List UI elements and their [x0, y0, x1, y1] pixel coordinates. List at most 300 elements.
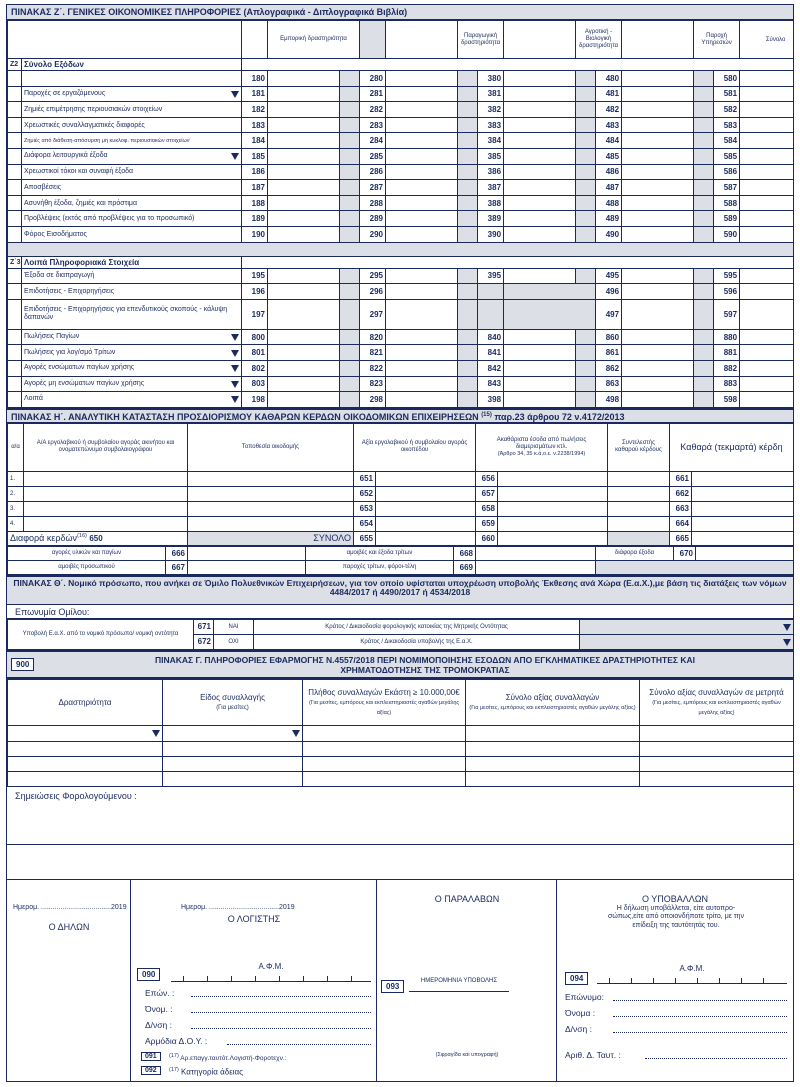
- row-label-text: Φόρος Εισοδήματος: [24, 230, 87, 238]
- field-280[interactable]: [386, 71, 458, 87]
- code-881: 881: [714, 345, 740, 361]
- code-659: 659: [476, 516, 498, 531]
- col-contract-desc: Α/Α εργολαβικού ή συμβολαίου αγοράς ακινήτου και ονοματεπώνυμο συμβολαιογράφου: [24, 423, 188, 471]
- total-field[interactable]: [466, 741, 640, 756]
- field-390[interactable]: [504, 226, 576, 242]
- submitter-address-label: Δ/νση :: [565, 1024, 592, 1034]
- license-number-label: [169, 1053, 286, 1062]
- table-g-row: [8, 725, 794, 741]
- parent-state-select[interactable]: [580, 619, 794, 634]
- accountant-address-field[interactable]: [191, 1028, 371, 1029]
- field-659[interactable]: [498, 516, 608, 531]
- field-800[interactable]: [268, 329, 340, 345]
- field-880[interactable]: [740, 329, 794, 345]
- field-480[interactable]: [622, 71, 694, 87]
- submitter-afm-field[interactable]: [597, 974, 787, 984]
- code-821: 821: [360, 345, 386, 361]
- code-590: 590: [714, 226, 740, 242]
- section-header-row: [8, 256, 795, 268]
- table-t: [7, 619, 794, 650]
- row-label: [22, 211, 242, 227]
- field-664[interactable]: [692, 516, 794, 531]
- field-183[interactable]: [268, 117, 340, 133]
- code-802: 802: [242, 360, 268, 376]
- code-385: 385: [478, 148, 504, 164]
- field-663[interactable]: [692, 501, 794, 516]
- submitter-id-field[interactable]: [645, 1058, 787, 1059]
- field-288[interactable]: [386, 195, 458, 211]
- accountant-label: Ο ΛΟΓΙΣΤΗΣ: [227, 914, 281, 924]
- code-390: 390: [478, 226, 504, 242]
- code-388: 388: [478, 195, 504, 211]
- field-483[interactable]: [622, 117, 694, 133]
- code-860: 860: [596, 329, 622, 345]
- chevron-down-icon[interactable]: [231, 334, 239, 341]
- code-654: 654: [354, 516, 376, 531]
- field-398[interactable]: [504, 392, 576, 408]
- field-489[interactable]: [622, 211, 694, 227]
- table-g-row: [8, 771, 794, 786]
- field-186[interactable]: [268, 164, 340, 180]
- field-584[interactable]: [740, 133, 794, 149]
- filing-state-select[interactable]: [580, 634, 794, 649]
- field-582[interactable]: [740, 102, 794, 118]
- location-field[interactable]: [188, 486, 354, 501]
- code-880: 880: [714, 329, 740, 345]
- field-382[interactable]: [504, 102, 576, 118]
- coefficient-field[interactable]: [608, 516, 670, 531]
- col-total-value-sub: (Για μεσίτες, εμπόρους και εκπλειστηριαστές αγαθών μεγάλης αξίας): [469, 705, 636, 712]
- code-800: 800: [242, 329, 268, 345]
- field-861[interactable]: [622, 345, 694, 361]
- cash-field[interactable]: [640, 725, 794, 741]
- code-595: 595: [714, 268, 740, 284]
- field-821[interactable]: [386, 345, 458, 361]
- field-490[interactable]: [622, 226, 694, 242]
- field-488[interactable]: [622, 195, 694, 211]
- code-380: 380: [478, 71, 504, 87]
- col-cash-value-text: Σύνολο αξίας συναλλαγών σε μετρητά: [649, 688, 784, 698]
- field-195[interactable]: [268, 268, 340, 284]
- col-header-production: Παραγωγική δραστηριότητα: [458, 21, 504, 59]
- table-h-sup: (15): [481, 411, 492, 418]
- code-489: 489: [596, 211, 622, 227]
- chevron-down-icon[interactable]: [231, 91, 239, 98]
- field-384[interactable]: [504, 133, 576, 149]
- code-823: 823: [360, 376, 386, 392]
- label-materials: αγορές υλικών και παγίων: [8, 546, 166, 560]
- code-283: 283: [360, 117, 386, 133]
- transaction-type-select[interactable]: [163, 725, 303, 741]
- field-386[interactable]: [504, 164, 576, 180]
- field-670[interactable]: [696, 546, 795, 560]
- code-490: 490: [596, 226, 622, 242]
- signature-area: [7, 879, 793, 1082]
- table-g: [7, 679, 794, 787]
- code-820: 820: [360, 329, 386, 345]
- col-activity: Δραστηριότητα: [8, 679, 163, 725]
- field-284[interactable]: [386, 133, 458, 149]
- chevron-down-icon[interactable]: [783, 639, 791, 646]
- code-841: 841: [478, 345, 504, 361]
- submitter-address-field[interactable]: [613, 1032, 787, 1033]
- label-staff-fees: αμοιβές προσωπικού: [8, 560, 166, 574]
- table-h: [7, 423, 794, 546]
- code-487: 487: [596, 180, 622, 196]
- code-181: 181: [242, 86, 268, 102]
- field-395[interactable]: [504, 268, 576, 284]
- taxpayer-notes[interactable]: [7, 787, 793, 845]
- chevron-down-icon[interactable]: [292, 730, 300, 737]
- row-label-text: Αγορές ενσώματων παγίων χρήσης: [24, 364, 135, 372]
- field-286[interactable]: [386, 164, 458, 180]
- field-581[interactable]: [740, 86, 794, 102]
- field-668[interactable]: [476, 546, 596, 560]
- field-385[interactable]: [504, 148, 576, 164]
- field-389[interactable]: [504, 211, 576, 227]
- location-field[interactable]: [188, 516, 354, 531]
- field-486[interactable]: [622, 164, 694, 180]
- code-196: 196: [242, 284, 268, 300]
- field-595[interactable]: [740, 268, 794, 284]
- row-label-text: Ζημιές επιμέτρησης περιουσιακών στοιχείων: [24, 105, 163, 113]
- contract-field[interactable]: [24, 501, 188, 516]
- table-row: [8, 86, 795, 102]
- submission-date-field[interactable]: [409, 991, 509, 992]
- col-total-value-text: Σύνολο αξίας συναλλαγών: [505, 692, 600, 702]
- code-495: 495: [596, 268, 622, 284]
- activity-field[interactable]: [8, 771, 163, 786]
- field-653[interactable]: [376, 501, 476, 516]
- field-188[interactable]: [268, 195, 340, 211]
- spacer-row: [8, 242, 795, 256]
- code-584: 584: [714, 133, 740, 149]
- license-category-label: [169, 1067, 243, 1077]
- field-820[interactable]: [386, 329, 458, 345]
- field-657[interactable]: [498, 486, 608, 501]
- chevron-down-icon[interactable]: [231, 153, 239, 160]
- field-298[interactable]: [386, 392, 458, 408]
- col-header-total: Σύνολο: [740, 21, 794, 59]
- field-651[interactable]: [376, 471, 476, 486]
- field-823[interactable]: [386, 376, 458, 392]
- field-197[interactable]: [268, 299, 340, 329]
- row-label-text: Πωλήσεις Παγίων: [24, 333, 80, 341]
- field-482[interactable]: [622, 102, 694, 118]
- coefficient-field[interactable]: [608, 471, 670, 486]
- total-field[interactable]: [466, 756, 640, 771]
- sup-091: (17): [169, 1053, 179, 1059]
- code-582: 582: [714, 102, 740, 118]
- field-883[interactable]: [740, 376, 794, 392]
- field-662[interactable]: [692, 486, 794, 501]
- table-z-title: ΠΙΝΑΚΑΣ Ζ΄. ΓΕΝΙΚΕΣ ΟΙΚΟΝΟΜΙΚΕΣ ΠΛΗΡΟΦΟΡΙΕΣ (Απλογραφικά - Διπλογραφικά Βιβλία): [7, 5, 793, 20]
- field-803[interactable]: [268, 376, 340, 392]
- field-843[interactable]: [504, 376, 576, 392]
- receiver-label: Ο ΠΑΡΑΛΑΒΩΝ: [434, 894, 500, 904]
- field-881[interactable]: [740, 345, 794, 361]
- table-h-ref: παρ.23 άρθρου 72 ν.4172/2013: [494, 411, 625, 422]
- code-498: 498: [596, 392, 622, 408]
- col-count-text: Πλήθος συναλλαγών Εκάστη ≥ 10.000,00€: [308, 688, 460, 698]
- table-row: [8, 71, 795, 87]
- chevron-down-icon[interactable]: [231, 365, 239, 372]
- field-598[interactable]: [740, 392, 794, 408]
- declarant-date[interactable]: Ημερομ. ....................................2019: [13, 904, 127, 911]
- contract-field[interactable]: [24, 471, 188, 486]
- count-field[interactable]: [303, 756, 466, 771]
- field-481[interactable]: [622, 86, 694, 102]
- field-185[interactable]: [268, 148, 340, 164]
- field-802[interactable]: [268, 360, 340, 376]
- field-495[interactable]: [622, 268, 694, 284]
- field-381[interactable]: [504, 86, 576, 102]
- activity-select[interactable]: [8, 725, 163, 741]
- cash-field[interactable]: [640, 741, 794, 756]
- field-289[interactable]: [386, 211, 458, 227]
- code-652: 652: [354, 486, 376, 501]
- table-h-extra: [7, 546, 794, 575]
- section-code: Ζ΄3: [8, 256, 22, 268]
- field-180[interactable]: [268, 71, 340, 87]
- field-181[interactable]: [268, 86, 340, 102]
- field-658[interactable]: [498, 501, 608, 516]
- coefficient-field[interactable]: [608, 486, 670, 501]
- submitter-surname-field[interactable]: [613, 1000, 787, 1001]
- table-row: [8, 211, 795, 227]
- field-496[interactable]: [622, 284, 694, 300]
- field-287[interactable]: [386, 180, 458, 196]
- table-row: [8, 501, 794, 516]
- cbcr-yes[interactable]: ΝΑΙ: [214, 619, 254, 634]
- table-row: [8, 148, 795, 164]
- col-count-sub: (Για μεσίτες, εμπόρους και εκπλειστηριαστές αγαθών μεγάλης αξίας): [308, 700, 460, 716]
- code-287: 287: [360, 180, 386, 196]
- accountant-afm-field[interactable]: [171, 972, 371, 982]
- col-gross-note: (Άρθρο 34, 35 κ.ά.ο.ε. ν.2238/1994): [497, 450, 586, 457]
- table-row: [8, 117, 795, 133]
- code-863: 863: [596, 376, 622, 392]
- activity-field[interactable]: [8, 756, 163, 771]
- chevron-down-icon[interactable]: [231, 381, 239, 388]
- field-842[interactable]: [504, 360, 576, 376]
- field-860[interactable]: [622, 329, 694, 345]
- contract-field[interactable]: [24, 516, 188, 531]
- cash-field[interactable]: [640, 771, 794, 786]
- accountant-afm-label: Α.Φ.Μ.: [258, 962, 284, 971]
- cash-field[interactable]: [640, 756, 794, 771]
- accountant-name-label: Όνομ. :: [145, 1004, 173, 1014]
- field-863[interactable]: [622, 376, 694, 392]
- field-660[interactable]: [498, 531, 608, 545]
- row-label-text: Επιδοτήσεις - Επιχορηγήσεις για επενδυτικούς σκοπούς - κάλυψη δαπανών: [24, 306, 228, 322]
- code-190: 190: [242, 226, 268, 242]
- code-650: 650: [89, 534, 103, 544]
- field-295[interactable]: [386, 268, 458, 284]
- field-882[interactable]: [740, 360, 794, 376]
- field-498[interactable]: [622, 392, 694, 408]
- cbcr-yes-row: [8, 619, 794, 634]
- field-587[interactable]: [740, 180, 794, 196]
- code-198: 198: [242, 392, 268, 408]
- field-297[interactable]: [386, 299, 458, 329]
- filing-state-label: Κράτος / Δικαιοδοσία υποβολής της Ε.α.Χ.: [254, 634, 580, 649]
- field-669[interactable]: [476, 560, 596, 574]
- field-388[interactable]: [504, 195, 576, 211]
- total-field[interactable]: [466, 771, 640, 786]
- field-296[interactable]: [386, 284, 458, 300]
- code-296: 296: [360, 284, 386, 300]
- code-596: 596: [714, 284, 740, 300]
- col-header-commercial: Εμπορική δραστηριότητα: [268, 21, 360, 59]
- count-field[interactable]: [303, 741, 466, 756]
- field-862[interactable]: [622, 360, 694, 376]
- sup-092: (17): [169, 1067, 179, 1073]
- row-label: [22, 164, 242, 180]
- col-transaction-type-sub: (Για μεσίτες): [216, 704, 249, 711]
- table-g-title: [7, 650, 793, 679]
- field-485[interactable]: [622, 148, 694, 164]
- field-583[interactable]: [740, 117, 794, 133]
- field-597[interactable]: [740, 299, 794, 329]
- accountant-name-field[interactable]: [191, 1012, 371, 1013]
- transaction-field[interactable]: [163, 741, 303, 756]
- field-285[interactable]: [386, 148, 458, 164]
- code-655: 655: [354, 531, 376, 545]
- field-590[interactable]: [740, 226, 794, 242]
- code-184: 184: [242, 133, 268, 149]
- section-code: Ζ2: [8, 59, 22, 71]
- field-655[interactable]: [376, 531, 476, 545]
- field-586[interactable]: [740, 164, 794, 180]
- row-label: [22, 102, 242, 118]
- location-field[interactable]: [188, 501, 354, 516]
- code-284: 284: [360, 133, 386, 149]
- count-field[interactable]: [303, 771, 466, 786]
- submitter-section: [557, 880, 793, 1082]
- code-668: 668: [454, 546, 476, 560]
- field-666[interactable]: [188, 546, 306, 560]
- contract-field[interactable]: [24, 486, 188, 501]
- field-198[interactable]: [268, 392, 340, 408]
- cbcr-no[interactable]: ΟΧΙ: [214, 634, 254, 649]
- field-290[interactable]: [386, 226, 458, 242]
- field-580[interactable]: [740, 71, 794, 87]
- field-283[interactable]: [386, 117, 458, 133]
- field-282[interactable]: [386, 102, 458, 118]
- chevron-down-icon[interactable]: [231, 350, 239, 357]
- submitter-note: Η δήλωση υποβάλλεται, είτε αυτοπρο-σώπως,είτε από οποιονδήποτε τρίτο, με την επίδειξη της ταυτότητάς του.: [608, 905, 744, 929]
- field-665[interactable]: [692, 531, 794, 545]
- col-transaction-type: [163, 679, 303, 725]
- col-gross-revenue-text: Ακαθάριστα έσοδα από πωλήσεις διαμερισμάτων κτλ.: [496, 436, 587, 450]
- field-652[interactable]: [376, 486, 476, 501]
- col-aa: α/α: [8, 423, 24, 471]
- transaction-field[interactable]: [163, 771, 303, 786]
- code-189: 189: [242, 211, 268, 227]
- field-380[interactable]: [504, 71, 576, 87]
- transaction-field[interactable]: [163, 756, 303, 771]
- field-484[interactable]: [622, 133, 694, 149]
- accountant-doy-field[interactable]: [227, 1044, 371, 1045]
- field-189[interactable]: [268, 211, 340, 227]
- accountant-surname-field[interactable]: [191, 996, 371, 997]
- row-label: [22, 117, 242, 133]
- field-588[interactable]: [740, 195, 794, 211]
- receiver-section: [377, 880, 557, 1082]
- table-g-row: [8, 756, 794, 771]
- col-contract-value: Αξία εργολαβικού ή συμβολαίου αγοράς οικοπέδου: [354, 423, 476, 471]
- activity-field[interactable]: [8, 741, 163, 756]
- col-cash-value: [640, 679, 794, 725]
- coefficient-field[interactable]: [608, 501, 670, 516]
- group-name-label: Επωνυμία Ομίλου:: [15, 606, 90, 617]
- accountant-section: [131, 880, 377, 1082]
- count-field[interactable]: [303, 725, 466, 741]
- code-480: 480: [596, 71, 622, 87]
- table-h-title-text: ΠΙΝΑΚΑΣ Η΄. ΑΝΑΛΥΤΙΚΗ ΚΑΤΑΣΤΑΣΗ ΠΡΟΣΔΙΟΡΙΣΜΟΥ ΚΑΘΑΡΩΝ ΚΕΡΔΩΝ ΟΙΚΟΔΟΜΙΚΩΝ ΕΠΙΧΕΙΡΗΣΕΩΝ: [11, 411, 479, 422]
- chevron-down-icon[interactable]: [152, 730, 160, 737]
- chevron-down-icon[interactable]: [783, 624, 791, 631]
- total-field[interactable]: [466, 725, 640, 741]
- field-656[interactable]: [498, 471, 608, 486]
- row-label-text: Διάφορα λειτουργικά έξοδα: [24, 152, 108, 160]
- field-184[interactable]: [268, 133, 340, 149]
- field-841[interactable]: [504, 345, 576, 361]
- field-281[interactable]: [386, 86, 458, 102]
- code-581: 581: [714, 86, 740, 102]
- field-487[interactable]: [622, 180, 694, 196]
- field-801[interactable]: [268, 345, 340, 361]
- field-840[interactable]: [504, 329, 576, 345]
- code-862: 862: [596, 360, 622, 376]
- field-182[interactable]: [268, 102, 340, 118]
- field-661[interactable]: [692, 471, 794, 486]
- col-location: Τοποθεσία οικοδομής: [188, 423, 354, 471]
- field-589[interactable]: [740, 211, 794, 227]
- code-093: 093: [381, 980, 404, 993]
- field-387[interactable]: [504, 180, 576, 196]
- submitter-name-field[interactable]: [613, 1016, 787, 1017]
- group-name-row[interactable]: [7, 605, 793, 619]
- field-497[interactable]: [622, 299, 694, 329]
- tax-form-page: [6, 4, 794, 1082]
- submission-date-label: ΗΜΕΡΟΜΗΝΙΑ ΥΠΟΒΟΛΗΣ: [420, 978, 498, 984]
- field-667[interactable]: [188, 560, 306, 574]
- accountant-date[interactable]: Ημερομ. ....................................2019: [181, 904, 295, 911]
- row-label: [22, 392, 242, 408]
- field-654[interactable]: [376, 516, 476, 531]
- chevron-down-icon[interactable]: [231, 396, 239, 403]
- row-label-text: Ζημιές από διάθεση-απόσυρση μη κυκλοφ. περιουσιακών στοιχείων: [24, 137, 190, 144]
- field-196[interactable]: [268, 284, 340, 300]
- field-187[interactable]: [268, 180, 340, 196]
- submitter-surname-label: Επώνυμο:: [565, 992, 604, 1002]
- code-589: 589: [714, 211, 740, 227]
- field-585[interactable]: [740, 148, 794, 164]
- extra-row-1: [8, 546, 795, 560]
- license-category-text: Κατηγορία άδειας: [181, 1067, 244, 1077]
- code-672: 672: [194, 634, 214, 649]
- field-822[interactable]: [386, 360, 458, 376]
- row-label-text: Έξοδα σε διαπραγωγή: [24, 272, 95, 280]
- field-383[interactable]: [504, 117, 576, 133]
- field-190[interactable]: [268, 226, 340, 242]
- code-585: 585: [714, 148, 740, 164]
- field-596[interactable]: [740, 284, 794, 300]
- location-field[interactable]: [188, 471, 354, 486]
- code-801: 801: [242, 345, 268, 361]
